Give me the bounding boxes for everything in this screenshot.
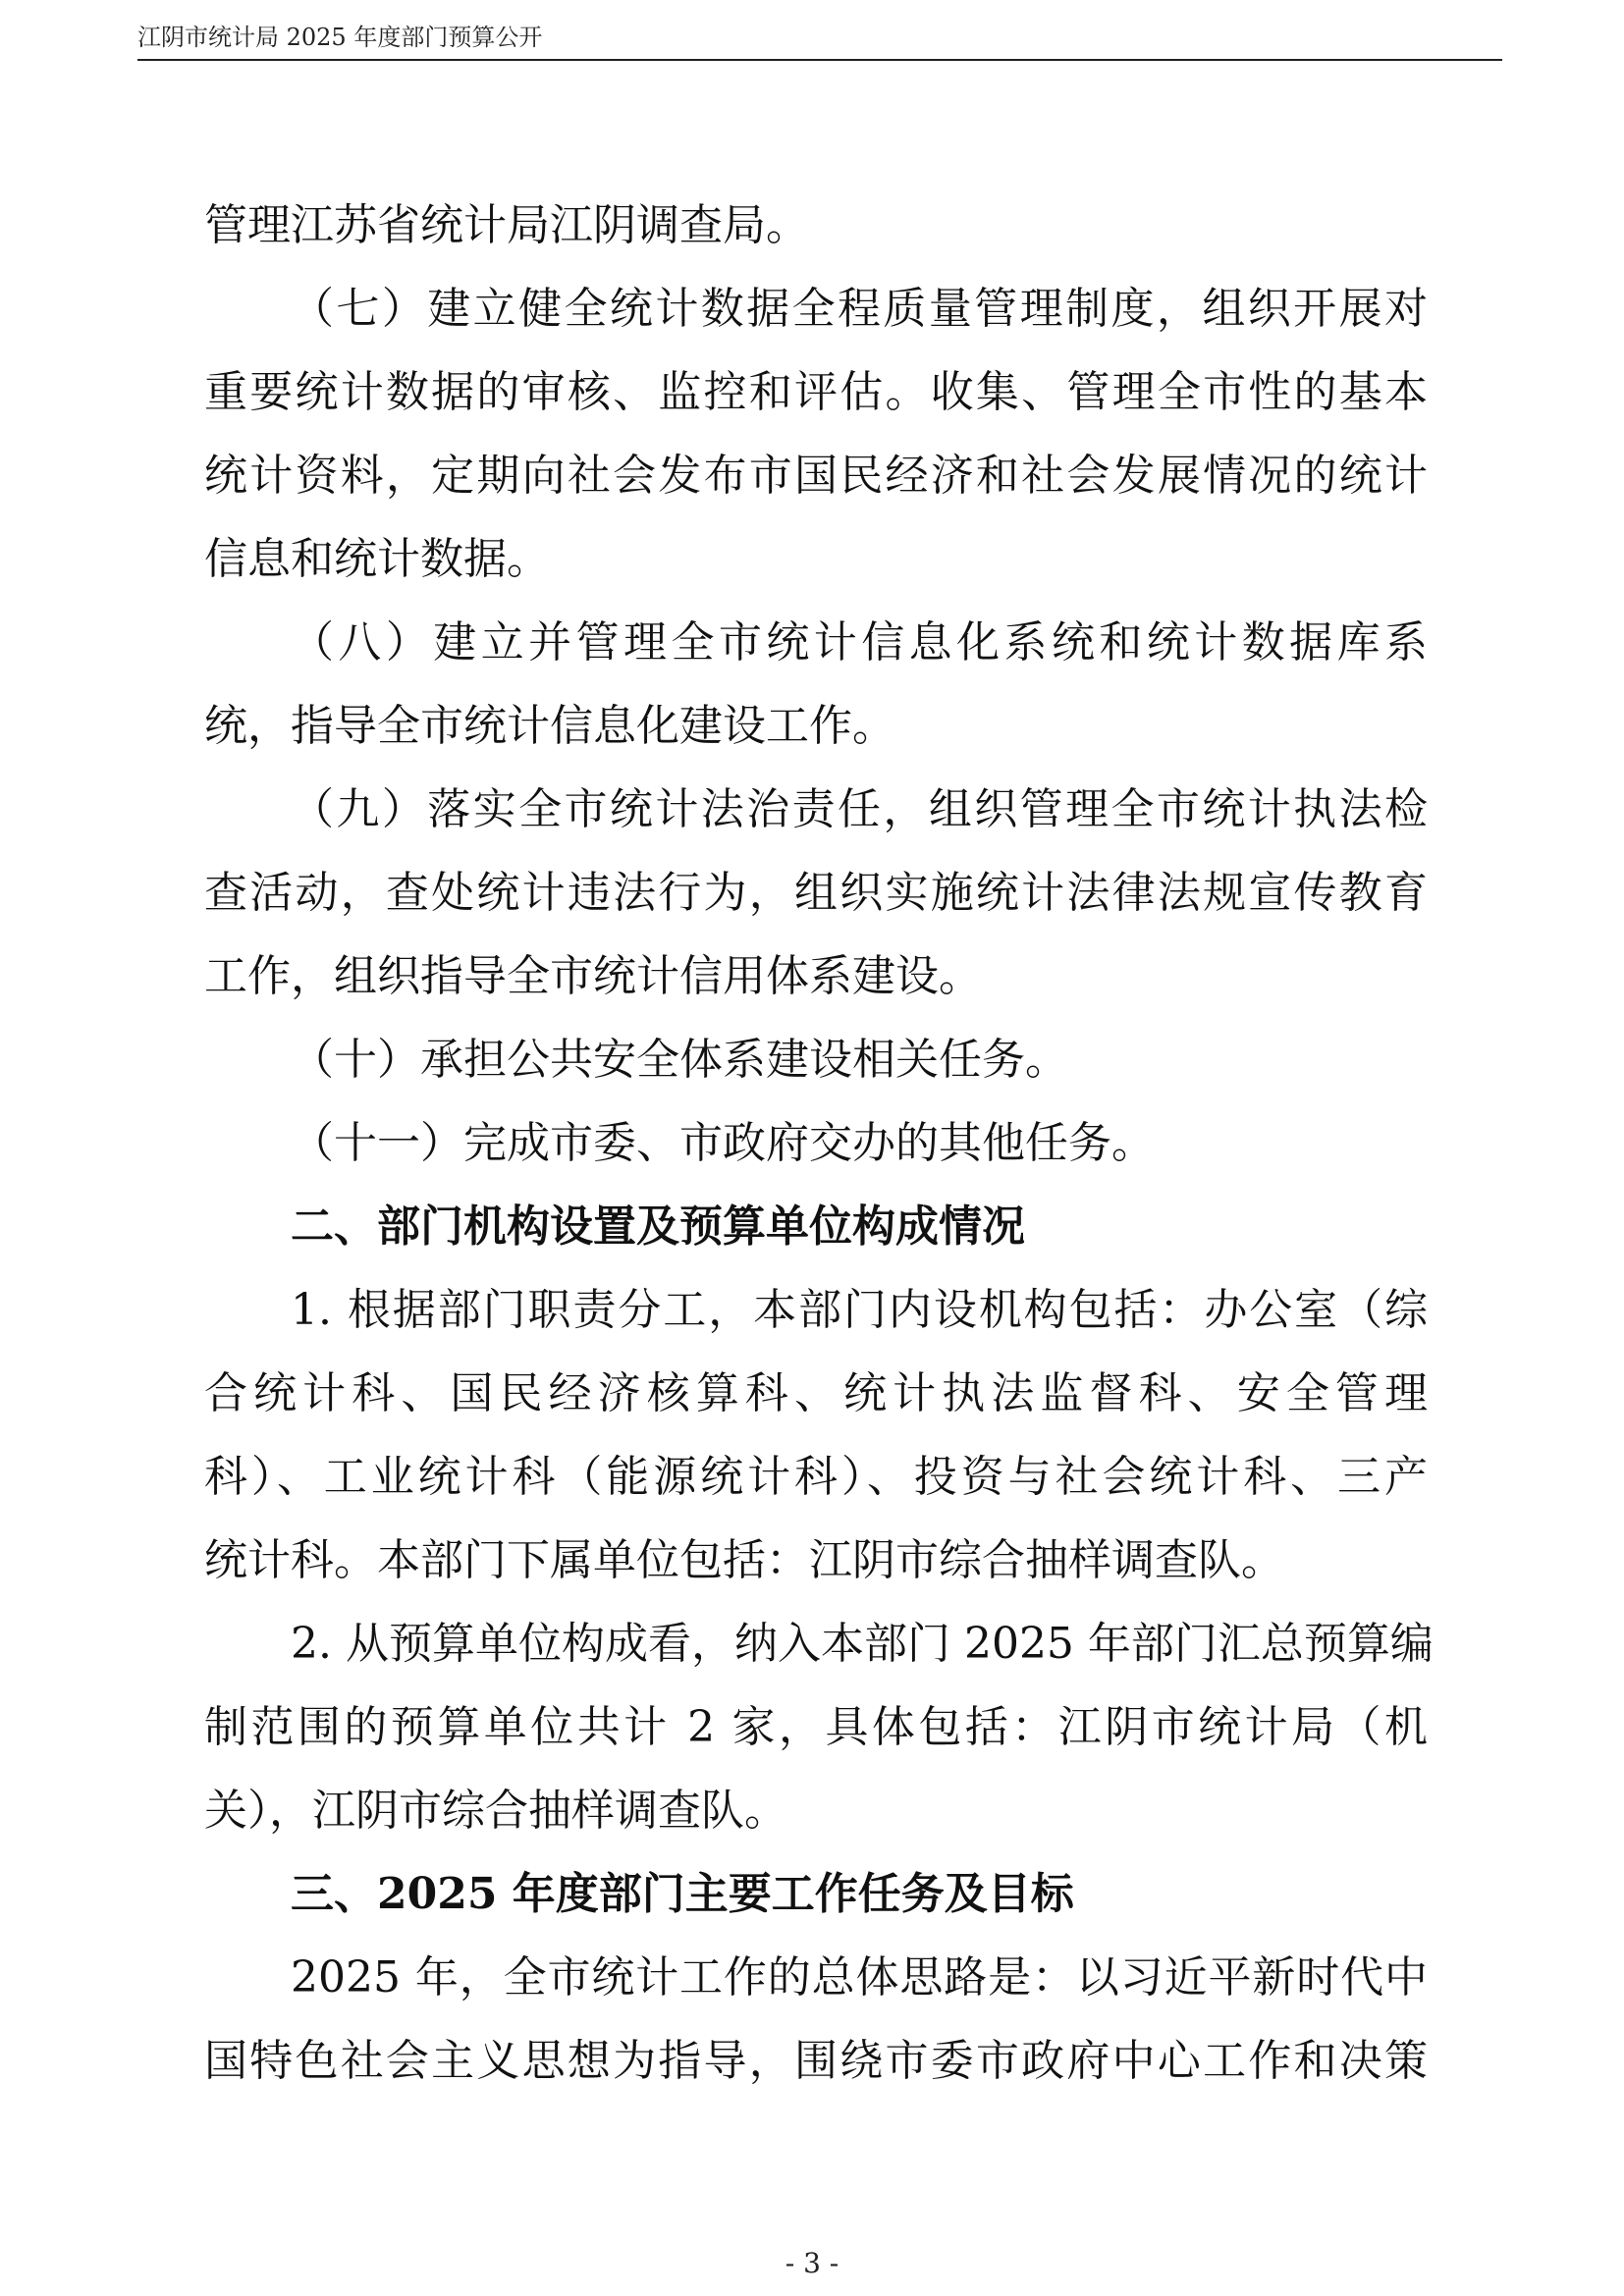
- body-line: 合统计科、国民经济核算科、统计执法监督科、安全管理: [204, 1368, 1428, 1418]
- body-line: 工作，组织指导全市统计信用体系建设。: [204, 951, 982, 1001]
- body-line: 管理江苏省统计局江阴调查局。: [204, 200, 809, 250]
- body-line: 查活动，查处统计违法行为，组织实施统计法律法规宣传教育: [204, 868, 1428, 918]
- body-line: 2. 从预算单位构成看，纳入本部门 2025 年部门汇总预算编: [291, 1619, 1434, 1669]
- body-line: 国特色社会主义思想为指导，围绕市委市政府中心工作和决策: [204, 2036, 1428, 2086]
- body-line: 关），江阴市综合抽样调查队。: [204, 1786, 787, 1836]
- section-heading: 二、部门机构设置及预算单位构成情况: [291, 1201, 1025, 1252]
- page-number: - 3 -: [785, 2247, 839, 2279]
- body-line: 重要统计数据的审核、监控和评估。收集、管理全市性的基本: [204, 367, 1428, 417]
- running-header: 江阴市统计局 2025 年度部门预算公开: [137, 24, 543, 51]
- body-line: 统计科。本部门下属单位包括：江阴市综合抽样调查队。: [204, 1535, 1284, 1585]
- body-line: 信息和统计数据。: [204, 534, 550, 584]
- body-line: （七）建立健全统计数据全程质量管理制度，组织开展对: [291, 284, 1428, 334]
- body-line: （九）落实全市统计法治责任，组织管理全市统计执法检: [291, 784, 1428, 834]
- body-line: 2025 年，全市统计工作的总体思路是：以习近平新时代中: [291, 1952, 1428, 2002]
- body-line: 统，指导全市统计信息化建设工作。: [204, 701, 895, 751]
- section-heading: 三、2025 年度部门主要工作任务及目标: [291, 1869, 1074, 1919]
- body-line: 科）、工业统计科（能源统计科）、投资与社会统计科、三产: [204, 1452, 1428, 1502]
- body-line: 1. 根据部门职责分工，本部门内设机构包括：办公室（综: [291, 1285, 1428, 1335]
- body-line: （十一）完成市委、市政府交办的其他任务。: [291, 1118, 1155, 1168]
- body-line: （十）承担公共安全体系建设相关任务。: [291, 1035, 1068, 1085]
- header-rule: [137, 59, 1502, 61]
- body-line: （八）建立并管理全市统计信息化系统和统计数据库系: [291, 617, 1428, 667]
- body-line: 统计资料，定期向社会发布市国民经济和社会发展情况的统计: [204, 451, 1428, 501]
- body-line: 制范围的预算单位共计 2 家，具体包括：江阴市统计局（机: [204, 1702, 1428, 1752]
